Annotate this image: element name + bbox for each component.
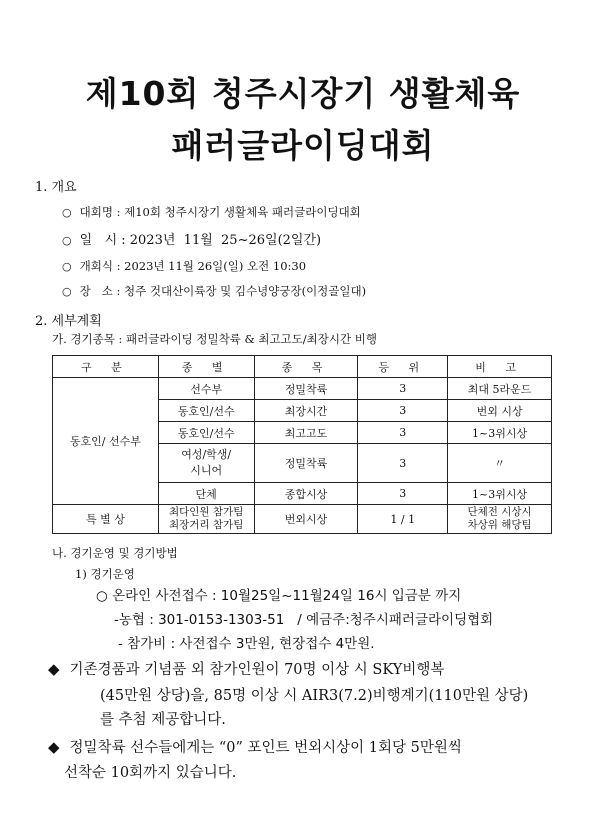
group-label: 동호인/ 선수부 xyxy=(53,378,159,505)
circle-bullet: ○ xyxy=(62,234,72,247)
table-row: 동호인/선수 최고고도 3 1~3위시상 xyxy=(53,422,552,444)
notice-prize: ◆ 기존경품과 기념품 외 참가인원이 70명 이상 시 SKY비행복 xyxy=(48,660,445,678)
notice-bonus: ◆ 정밀착륙 선수들에게는 “0” 포인트 번외시상이 1회당 5만원씩 xyxy=(48,738,462,756)
registration-period: ○ 온라인 사전접수 : 10월25일~11월24일 16시 입금분 까지 xyxy=(96,588,462,604)
header-class: 종 별 xyxy=(158,356,254,378)
circle-bullet: ○ xyxy=(62,285,72,298)
notice-prize-line-2: (45만원 상당)을, 85명 이상 시 AIR3(7.2)비행계기(110만원 상당) xyxy=(100,688,529,704)
header-event: 종 목 xyxy=(254,356,358,378)
header-rank: 등 위 xyxy=(358,356,448,378)
special-label: 특 별 상 xyxy=(53,505,159,534)
competition-table xyxy=(52,355,552,534)
overview-item-venue: ○ 장 소 : 청주 것대산이륙장 및 김수녕양궁장(이정골일대) xyxy=(62,284,367,298)
sub-heading-operation: 나. 경기운영 및 경기방법 xyxy=(52,546,178,560)
notice-prize-line-3: 를 추첨 제공합니다. xyxy=(100,712,226,728)
title-line-1: 제10회 청주시장기 생활체육 xyxy=(85,74,521,113)
header-note: 비 고 xyxy=(448,356,552,378)
bank-account: -농협 : 301-0153-1303-51 / 예금주:청주시패러글라이딩협회 xyxy=(114,612,494,628)
sub-heading-events: 가. 경기종목 : 패러글라이딩 정밀착륙 & 최고고도/최장시간 비행 xyxy=(52,332,377,346)
diamond-bullet-icon: ◆ xyxy=(48,738,60,756)
notice-bonus-line-2: 선착순 10회까지 있습니다. xyxy=(64,765,237,781)
table-row-special: 특 별 상 최다인원 참가팀 최장거리 참가팀 번외시상 1 / 1 단체전 시상시 차상위 해당팀 xyxy=(53,505,552,534)
diamond-bullet-icon: ◆ xyxy=(48,660,60,678)
circle-bullet: ○ xyxy=(62,260,72,273)
section1-heading: 1. 개요 xyxy=(35,180,77,195)
table-row: 여성/학생/ 시니어 정밀착륙 3 〃 xyxy=(53,444,552,483)
section2-heading: 2. 세부계획 xyxy=(35,314,102,329)
entry-fee: - 참가비 : 사전접수 3만원, 현장접수 4만원. xyxy=(118,636,375,652)
table-row: 동호인/ 선수부 선수부 정밀착륙 3 최대 5라운드 xyxy=(53,378,552,400)
circle-bullet: ○ xyxy=(62,206,72,219)
overview-item-name: ○ 대회명 : 제10회 청주시장기 생활체육 패러글라이딩대회 xyxy=(62,205,361,219)
table-header-row xyxy=(53,356,552,378)
header-category: 구 분 xyxy=(53,356,159,378)
table-row: 단체 종합시상 3 1~3위시상 xyxy=(53,483,552,505)
title-line-2: 패러글라이딩대회 xyxy=(171,126,435,165)
overview-item-date: ○ 일 시 : 2023년 11월 25~26일(2일간) xyxy=(62,233,322,248)
overview-item-opening: ○ 개회식 : 2023년 11월 26일(일) 오전 10:30 xyxy=(62,259,307,273)
sub-heading-operation-1: 1) 경기운영 xyxy=(75,567,135,581)
table-row: 동호인/선수 최장시간 3 번외 시상 xyxy=(53,400,552,422)
